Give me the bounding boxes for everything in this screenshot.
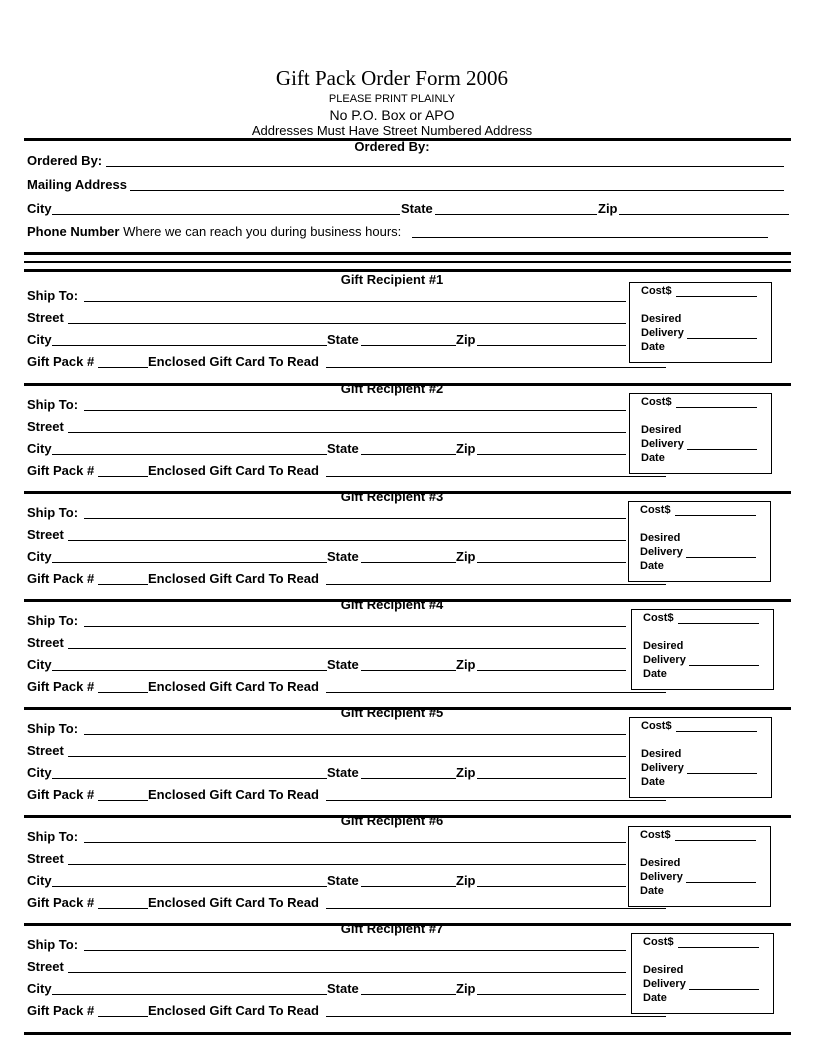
ship-to-field[interactable]: [84, 842, 626, 843]
state-label: State: [327, 981, 359, 996]
date-label: Date: [641, 452, 665, 464]
form-title: Gift Pack Order Form 2006: [275, 66, 509, 90]
desired-label: Desired: [640, 857, 681, 869]
delivery-date-field[interactable]: [687, 449, 757, 450]
gift-card-field[interactable]: [326, 800, 666, 801]
gift-pack-label: Gift Pack #: [27, 571, 95, 586]
street-field[interactable]: [68, 756, 626, 757]
zip-label: Zip: [456, 441, 476, 456]
gift-card-field[interactable]: [326, 1016, 666, 1017]
phone-field[interactable]: [412, 237, 768, 238]
desired-label: Desired: [643, 964, 684, 976]
zip-field[interactable]: [477, 994, 626, 995]
gift-pack-label: Gift Pack #: [27, 1003, 95, 1018]
state-label: State: [327, 657, 359, 672]
cost-field[interactable]: [676, 296, 757, 297]
date-label: Date: [643, 992, 667, 1004]
street-label: Street: [27, 419, 64, 434]
state-label: State: [327, 441, 359, 456]
zip-field[interactable]: [477, 562, 626, 563]
gift-card-label: Enclosed Gift Card To Read: [148, 354, 319, 369]
state-field[interactable]: [361, 886, 456, 887]
ship-to-field[interactable]: [84, 518, 626, 519]
street-field[interactable]: [68, 648, 626, 649]
phone-number-label: Phone Number: [27, 224, 120, 239]
state-field[interactable]: [361, 778, 456, 779]
zip-label: Zip: [456, 657, 476, 672]
cost-label: Cost$: [641, 285, 672, 297]
gift-pack-field[interactable]: [98, 367, 148, 368]
delivery-box: [631, 609, 774, 690]
zip-label: Zip: [456, 981, 476, 996]
cost-label: Cost$: [643, 612, 674, 624]
state-field[interactable]: [361, 670, 456, 671]
ship-to-label: Ship To:: [27, 937, 79, 952]
phone-hint: Where we can reach you during business hours:: [123, 224, 402, 239]
ship-to-field[interactable]: [84, 301, 626, 302]
ship-to-field[interactable]: [84, 626, 626, 627]
ship-to-field[interactable]: [84, 950, 626, 951]
gift-card-field[interactable]: [326, 692, 666, 693]
recipient-title: Gift Recipient #5: [340, 705, 444, 720]
divider: [24, 261, 791, 263]
city-label: City: [27, 441, 52, 456]
delivery-label: Delivery: [643, 978, 686, 990]
state-field[interactable]: [361, 562, 456, 563]
state-label: State: [327, 549, 359, 564]
recipient-title: Gift Recipient #4: [340, 597, 444, 612]
street-label: Street: [27, 635, 64, 650]
zip-field[interactable]: [477, 670, 626, 671]
ship-to-field[interactable]: [84, 410, 626, 411]
desired-label: Desired: [640, 532, 681, 544]
state-label: State: [327, 765, 359, 780]
gift-card-label: Enclosed Gift Card To Read: [148, 895, 319, 910]
divider: [24, 252, 791, 255]
ordered-by-label: Ordered By:: [27, 153, 103, 168]
cost-label: Cost$: [640, 504, 671, 516]
cost-label: Cost$: [640, 829, 671, 841]
gift-card-field[interactable]: [326, 476, 666, 477]
gift-pack-label: Gift Pack #: [27, 895, 95, 910]
city-field[interactable]: [52, 994, 327, 995]
mailing-address-label: Mailing Address: [27, 177, 127, 192]
recipient-title: Gift Recipient #6: [340, 813, 444, 828]
city-field[interactable]: [52, 214, 400, 215]
gift-card-label: Enclosed Gift Card To Read: [148, 1003, 319, 1018]
phone-label: [27, 224, 401, 239]
cost-field[interactable]: [676, 407, 757, 408]
city-field[interactable]: [52, 886, 327, 887]
cost-label: Cost$: [641, 396, 672, 408]
delivery-box: [629, 717, 772, 798]
cost-field[interactable]: [675, 840, 756, 841]
city-label: City: [27, 549, 52, 564]
city-field[interactable]: [52, 778, 327, 779]
ship-to-label: Ship To:: [27, 505, 79, 520]
zip-label: Zip: [456, 549, 476, 564]
state-label: State: [327, 873, 359, 888]
delivery-date-field[interactable]: [687, 773, 757, 774]
address-notice: Addresses Must Have Street Numbered Address: [251, 123, 533, 138]
gift-card-field[interactable]: [326, 908, 666, 909]
cost-label: Cost$: [643, 936, 674, 948]
delivery-box: [631, 933, 774, 1014]
city-label: City: [27, 873, 52, 888]
city-label: City: [27, 765, 52, 780]
city-field[interactable]: [52, 562, 327, 563]
mailing-address-field[interactable]: [130, 190, 784, 191]
street-field[interactable]: [68, 540, 626, 541]
date-label: Date: [640, 885, 664, 897]
zip-field[interactable]: [477, 886, 626, 887]
gift-pack-field[interactable]: [98, 908, 148, 909]
po-box-notice: No P.O. Box or APO: [329, 107, 455, 123]
desired-label: Desired: [641, 748, 682, 760]
street-field[interactable]: [68, 432, 626, 433]
gift-pack-field[interactable]: [98, 1016, 148, 1017]
gift-pack-label: Gift Pack #: [27, 354, 95, 369]
cost-field[interactable]: [675, 515, 756, 516]
recipient-title: Gift Recipient #2: [340, 381, 444, 396]
zip-label: Zip: [598, 201, 618, 216]
gift-pack-label: Gift Pack #: [27, 463, 95, 478]
ship-to-label: Ship To:: [27, 829, 79, 844]
date-label: Date: [643, 668, 667, 680]
state-field[interactable]: [435, 214, 597, 215]
delivery-date-field[interactable]: [689, 665, 759, 666]
gift-pack-field[interactable]: [98, 800, 148, 801]
delivery-box: [628, 501, 771, 582]
gift-card-label: Enclosed Gift Card To Read: [148, 679, 319, 694]
date-label: Date: [641, 776, 665, 788]
gift-pack-field[interactable]: [98, 584, 148, 585]
gift-pack-field[interactable]: [98, 692, 148, 693]
cost-label: Cost$: [641, 720, 672, 732]
delivery-box: [629, 282, 772, 363]
gift-card-label: Enclosed Gift Card To Read: [148, 571, 319, 586]
zip-field[interactable]: [477, 454, 626, 455]
state-field[interactable]: [361, 454, 456, 455]
street-label: Street: [27, 310, 64, 325]
gift-card-label: Enclosed Gift Card To Read: [148, 463, 319, 478]
cost-field[interactable]: [678, 623, 759, 624]
city-label: City: [27, 981, 52, 996]
state-label: State: [401, 201, 433, 216]
state-field[interactable]: [361, 345, 456, 346]
cost-field[interactable]: [676, 731, 757, 732]
delivery-date-field[interactable]: [687, 338, 757, 339]
city-field[interactable]: [52, 345, 327, 346]
state-field[interactable]: [361, 994, 456, 995]
print-instruction: PLEASE PRINT PLAINLY: [328, 93, 456, 105]
ordered-by-heading: Ordered By:: [354, 139, 430, 154]
desired-label: Desired: [643, 640, 684, 652]
delivery-label: Delivery: [643, 654, 686, 666]
street-field[interactable]: [68, 864, 626, 865]
recipient-title: Gift Recipient #7: [340, 921, 444, 936]
ship-to-label: Ship To:: [27, 613, 79, 628]
delivery-label: Delivery: [640, 546, 683, 558]
zip-field[interactable]: [477, 778, 626, 779]
ship-to-label: Ship To:: [27, 397, 79, 412]
ordered-by-field[interactable]: [106, 166, 784, 167]
gift-card-label: Enclosed Gift Card To Read: [148, 787, 319, 802]
desired-label: Desired: [641, 313, 682, 325]
zip-label: Zip: [456, 765, 476, 780]
city-label: City: [27, 657, 52, 672]
delivery-box: [628, 826, 771, 907]
city-field[interactable]: [52, 454, 327, 455]
ship-to-label: Ship To:: [27, 721, 79, 736]
street-field[interactable]: [68, 323, 626, 324]
recipient-title: Gift Recipient #3: [340, 489, 444, 504]
gift-card-field[interactable]: [326, 367, 666, 368]
zip-field[interactable]: [619, 214, 789, 215]
street-label: Street: [27, 851, 64, 866]
delivery-label: Delivery: [641, 438, 684, 450]
date-label: Date: [640, 560, 664, 572]
zip-label: Zip: [456, 873, 476, 888]
street-label: Street: [27, 527, 64, 542]
delivery-box: [629, 393, 772, 474]
city-label: City: [27, 332, 52, 347]
date-label: Date: [641, 341, 665, 353]
delivery-label: Delivery: [640, 871, 683, 883]
delivery-date-field[interactable]: [689, 989, 759, 990]
gift-card-field[interactable]: [326, 584, 666, 585]
street-label: Street: [27, 959, 64, 974]
cost-field[interactable]: [678, 947, 759, 948]
city-field[interactable]: [52, 670, 327, 671]
street-label: Street: [27, 743, 64, 758]
ship-to-label: Ship To:: [27, 288, 79, 303]
divider: [24, 1032, 791, 1035]
gift-pack-label: Gift Pack #: [27, 679, 95, 694]
street-field[interactable]: [68, 972, 626, 973]
state-label: State: [327, 332, 359, 347]
delivery-label: Delivery: [641, 762, 684, 774]
delivery-date-field[interactable]: [686, 882, 756, 883]
gift-pack-field[interactable]: [98, 476, 148, 477]
delivery-label: Delivery: [641, 327, 684, 339]
ship-to-field[interactable]: [84, 734, 626, 735]
zip-label: Zip: [456, 332, 476, 347]
city-label: City: [27, 201, 52, 216]
gift-pack-label: Gift Pack #: [27, 787, 95, 802]
zip-field[interactable]: [477, 345, 626, 346]
delivery-date-field[interactable]: [686, 557, 756, 558]
desired-label: Desired: [641, 424, 682, 436]
recipient-title: Gift Recipient #1: [340, 272, 444, 287]
